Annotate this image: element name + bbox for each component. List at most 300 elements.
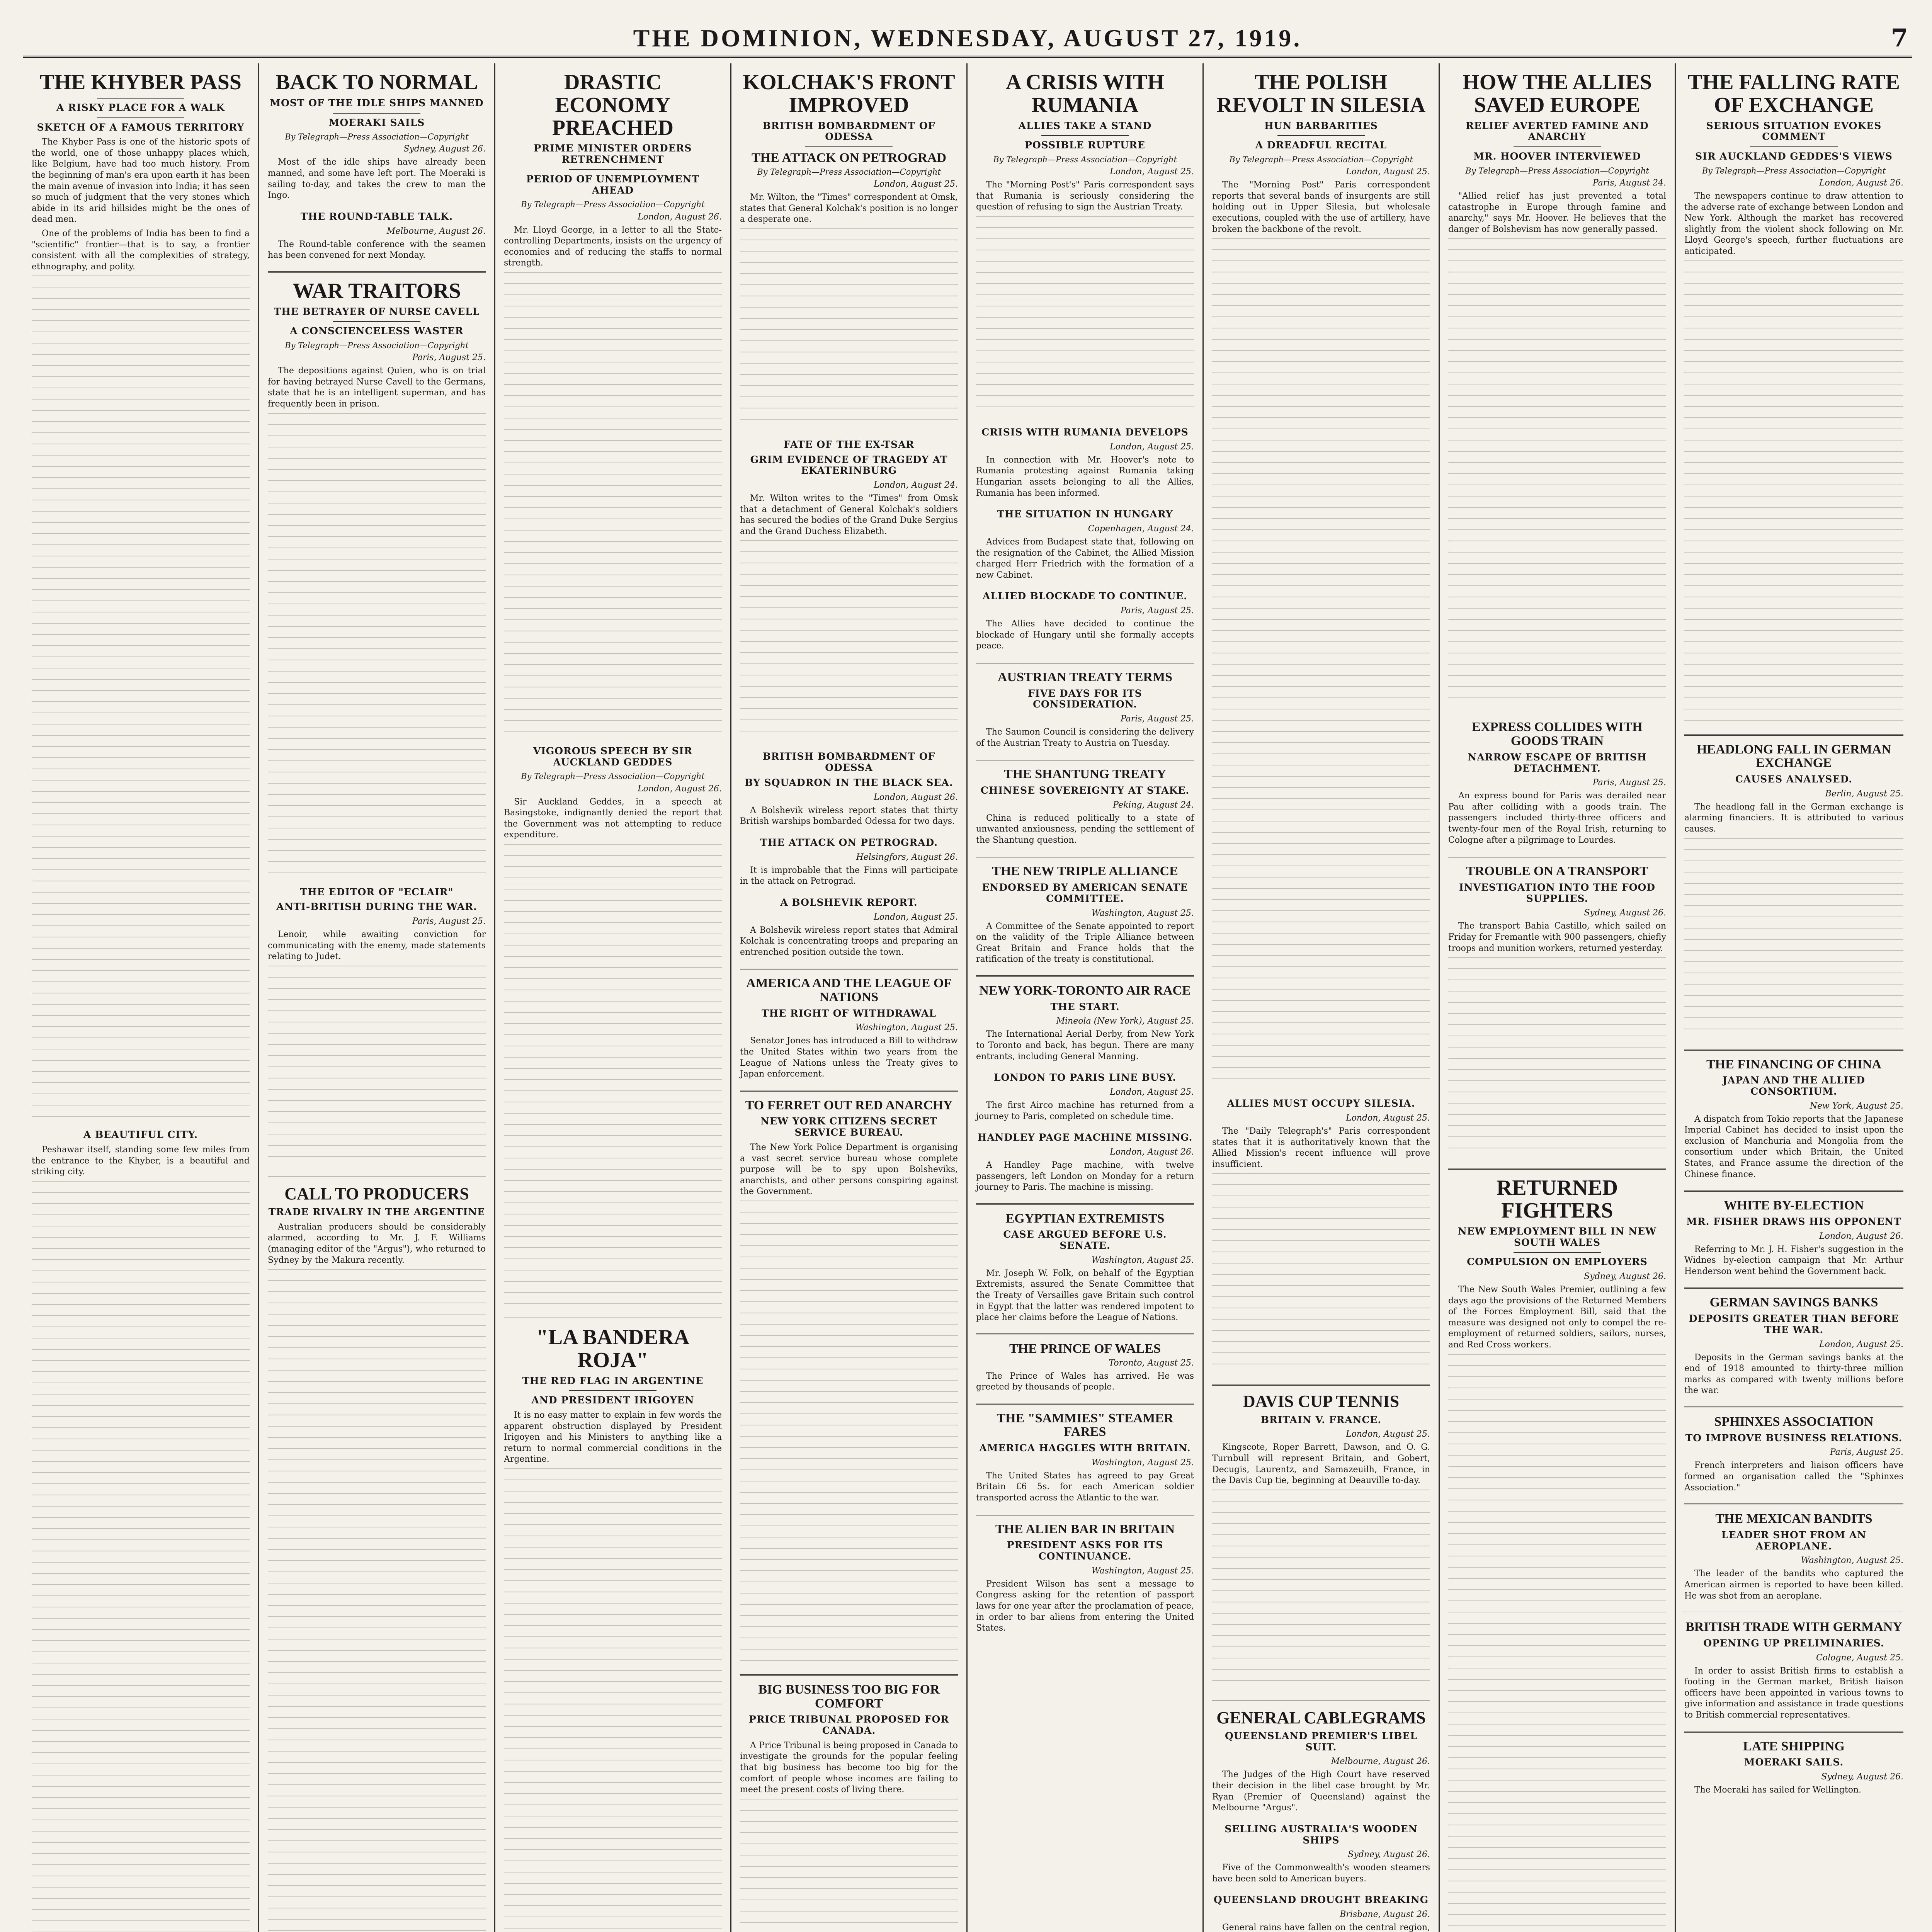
article-egyptian-extremists (976, 1212, 1194, 1323)
article-late-shipping (1684, 1740, 1903, 1796)
divider (976, 1514, 1194, 1515)
subhead: PERIOD OF UNEMPLOYMENT AHEAD (526, 173, 700, 196)
subhead: SKETCH OF A FAMOUS TERRITORY (37, 121, 245, 133)
headline: HANDLEY PAGE MACHINE MISSING. (977, 1132, 1193, 1143)
divider (1041, 135, 1129, 136)
headline: TROUBLE ON A TRANSPORT (1466, 864, 1648, 879)
paragraph: The Allies have decided to continue the blockade of Hungary until she formally accepts peace. (976, 619, 1194, 651)
divider (97, 98, 184, 99)
paragraph: The newspapers continue to draw attention to the adverse rate of exchange between London and New York. Although the market has recovered slightly from the violent shock following on Mr. Lloyd George's speech, further fluctuations are anticipated. (1684, 191, 1903, 256)
columns (23, 63, 1912, 1932)
dateline: London, August 26. (638, 784, 722, 794)
dateline: London, August 24. (874, 480, 958, 490)
paragraph: The first Airco machine has returned from a journey to Paris, completed on schedule time. (976, 1100, 1194, 1121)
headline: CALL TO PRODUCERS (284, 1184, 469, 1203)
subhead: BY SQUADRON IN THE BLACK SEA. (745, 777, 953, 788)
subhead: BRITAIN V. FRANCE. (1260, 1414, 1382, 1425)
headline: CRISIS WITH RUMANIA DEVELOPS (981, 427, 1189, 438)
text-block (1212, 1490, 1430, 1690)
subhead: COMPULSION ON EMPLOYERS (1467, 1256, 1648, 1268)
article-red-anarchy (740, 1099, 958, 1664)
dateline: Sydney, August 26. (1821, 1772, 1903, 1782)
article-transport-trouble (1448, 864, 1666, 1158)
subhead: ENDORSED BY AMERICAN SENATE COMMITTEE. (982, 882, 1188, 904)
article-sammies (976, 1412, 1194, 1504)
paragraph: "Allied relief has just prevented a total catastrophe in Europe through famine and anarchy," says Mr. Hoover. He believes that the danger of Bolshevism has now generally passed. (1448, 191, 1666, 234)
article-ex-tsar (740, 439, 958, 742)
article-call-to-producers (268, 1185, 486, 1932)
article-prince-of-wales (976, 1342, 1194, 1393)
dateline: London, August 26. (1819, 1231, 1903, 1241)
subhead: NARROW ESCAPE OF BRITISH DETACHMENT. (1468, 751, 1647, 774)
paragraph: Referring to Mr. J. H. Fisher's suggestion in the Widnes by-election campaign that Mr. Arthur Henderson went behind the Government back. (1684, 1244, 1903, 1276)
byline: By Telegraph—Press Association—Copyright (521, 772, 705, 781)
dateline: Washington, August 25. (1091, 1458, 1194, 1468)
subhead: AMERICA HAGGLES WITH BRITAIN. (979, 1442, 1191, 1454)
subhead: ANTI-BRITISH DURING THE WAR. (276, 901, 477, 913)
divider (504, 1318, 722, 1319)
article-polish-revolt (1212, 71, 1430, 1088)
headline: EGYPTIAN EXTREMISTS (1005, 1211, 1165, 1226)
subhead: THE RIGHT OF WITHDRAWAL (761, 1007, 937, 1019)
dateline: London, August 26. (1110, 1147, 1194, 1157)
headline: BRITISH BOMBARDMENT OF ODESSA (762, 751, 935, 774)
headline: THE SITUATION IN HUNGARY (997, 509, 1173, 520)
article-blockade (976, 591, 1194, 652)
paragraph: Mr. Wilton, the "Times" correspondent at Omsk, states that General Kolchak's position is no longer a desperate one. (740, 192, 958, 224)
dateline: Sydney, August 26. (1584, 908, 1666, 918)
dateline: Washington, August 25. (855, 1023, 958, 1033)
text-block (504, 1468, 722, 1932)
dateline: London, August 25. (1346, 1113, 1430, 1123)
article-war-traitors (268, 280, 486, 877)
headline: THE ALIEN BAR IN BRITAIN (995, 1522, 1175, 1536)
divider (805, 146, 893, 147)
paragraph: The transport Bahia Castillo, which sailed on Friday for Fremantle with 900 passengers, chiefly troops and munition workers, returned yesterday. (1448, 921, 1666, 953)
text-block (268, 413, 486, 877)
paragraph: One of the problems of India has been to find a "scientific" frontier—that is to say, a frontier consistent with all the complexities of strategy, ethnography, and polity. (32, 229, 250, 272)
headline: THE SHANTUNG TREATY (1003, 767, 1167, 782)
headline: THE NEW TRIPLE ALLIANCE (992, 864, 1178, 879)
article-league-of-nations (740, 976, 958, 1080)
text-block (1448, 1354, 1666, 1932)
text-block (504, 844, 722, 1308)
subhead: THE BETRAYER OF NURSE CAVELL (274, 306, 480, 317)
headline: FATE OF THE EX-TSAR (783, 439, 915, 450)
article-wooden-ships (1212, 1824, 1430, 1885)
dateline: Washington, August 25. (1091, 1566, 1194, 1576)
paragraph: Most of the idle ships have already been manned, and some have left port. The Moeraki is sailing to-day, and takes the crew to man the Ingo. (268, 157, 486, 201)
dateline: Paris, August 25. (1120, 606, 1194, 616)
headline: A BOLSHEVIK REPORT. (780, 896, 918, 908)
article-austrian-treaty (976, 670, 1194, 749)
article-davis-cup (1212, 1393, 1430, 1690)
subhead: NEW YORK CITIZENS SECRET SERVICE BUREAU. (760, 1116, 937, 1138)
paragraph: The Khyber Pass is one of the historic spots of the world, one of those unhappy places which, like Belgium, have had too much history. From the beginning of man's era upon earth it has been the main avenue of invasion into India; it has seen so much of judgment that the very stones which abide in its arid hillsides might be the ones of dead men. (32, 137, 250, 224)
headline: KOLCHAK'S FRONT IMPROVED (743, 70, 955, 117)
headline: NEW YORK-TORONTO AIR RACE (979, 983, 1191, 998)
paper-title-date: THE DOMINION, WEDNESDAY, AUGUST 27, 1919. (633, 24, 1302, 52)
column-3 (495, 63, 731, 1932)
paragraph: Mr. Wilton writes to the "Times" from Omsk that a detachment of General Kolchak's soldiers has secured the bodies of the Grand Duke Sergius and the Grand Duchess Elizabeth. (740, 493, 958, 536)
paragraph: The International Aerial Derby, from New York to Toronto and back, has begun. There are many entrants, including General Manning. (976, 1029, 1194, 1061)
paragraph: Kingscote, Roper Barrett, Dawson, and O. G. Turnbull will represent Britain, and Gobert, Decugis, Laurentz, and Samazeuilh, France, in the Davis Cup tie, beginning at Deauville to-day. (1212, 1442, 1430, 1486)
divider (1684, 1503, 1903, 1505)
dateline: Paris, August 25. (412, 917, 486, 927)
paragraph: A Committee of the Senate appointed to report on the validity of the Triple Alliance between Great Britain and France holds that the ratification of the treaty is constitutional. (976, 921, 1194, 964)
paragraph: The Saumon Council is considering the delivery of the Austrian Treaty to Austria on Tuesday. (976, 727, 1194, 748)
dateline: Toronto, August 25. (1109, 1358, 1194, 1368)
subhead: INVESTIGATION INTO THE FOOD SUPPLIES. (1459, 881, 1655, 904)
dateline: London, August 25. (1346, 167, 1430, 177)
dateline: Melbourne, August 26. (1331, 1757, 1430, 1767)
dateline: Berlin, August 25. (1825, 789, 1903, 799)
paragraph: Five of the Commonwealth's wooden steamers have been sold to American buyers. (1212, 1863, 1430, 1884)
dateline: London, August 25. (1110, 1087, 1194, 1097)
dateline: Washington, August 25. (1091, 908, 1194, 918)
paragraph: In order to assist British firms to establish a footing in the German market, British liaison officers have been appointed in various towns to give information and assistance in trade questions to British commercial representatives. (1684, 1666, 1903, 1720)
subhead: JAPAN AND THE ALLIED CONSORTIUM. (1723, 1075, 1865, 1097)
paragraph: It is improbable that the Finns will participate in the attack on Petrograd. (740, 865, 958, 886)
divider (1448, 1168, 1666, 1170)
article-mexican-bandits (1684, 1512, 1903, 1602)
paragraph: The United States has agreed to pay Great Britain £6 5s. for each American soldier transported across the Atlantic to the war. (976, 1471, 1194, 1503)
divider (740, 1090, 958, 1092)
headline: THE KHYBER PASS (40, 70, 242, 94)
article-geddes-speech (504, 746, 722, 1308)
divider (1684, 1731, 1903, 1733)
headline: DAVIS CUP TENNIS (1243, 1392, 1400, 1411)
column-8 (1676, 63, 1912, 1932)
divider (976, 856, 1194, 857)
page-number: 7 (1891, 24, 1908, 53)
subhead: BRITISH BOMBARDMENT OF ODESSA (762, 120, 935, 143)
divider (1514, 1252, 1601, 1253)
paragraph: The leader of the bandits who captured the American airmen is reported to have been killed. He was shot from an aeroplane. (1684, 1569, 1903, 1601)
article-drastic-economy (504, 71, 722, 736)
subhead: TRADE RIVALRY IN THE ARGENTINE (268, 1206, 485, 1218)
paragraph: The Moeraki has sailed for Wellington. (1694, 1785, 1862, 1795)
byline: By Telegraph—Press Association—Copyright (1702, 166, 1886, 175)
dateline: Helsingfors, August 26. (856, 852, 958, 862)
paragraph: A Bolshevik wireless report states that Admiral Kolchak is concentrating troops and preparing an entrenched position outside the town. (740, 925, 958, 957)
divider (569, 169, 656, 170)
headline: GERMAN SAVINGS BANKS (1709, 1295, 1878, 1310)
divider (1684, 1612, 1903, 1613)
divider (1684, 1190, 1903, 1192)
subhead: RELIEF AVERTED FAMINE AND ANARCHY (1466, 120, 1649, 143)
text-block (1212, 238, 1430, 1088)
byline: By Telegraph—Press Association—Copyright (1229, 155, 1413, 165)
divider (740, 968, 958, 969)
divider (976, 1333, 1194, 1335)
dateline: London, August 25. (1819, 1339, 1903, 1349)
article-hungary (976, 509, 1194, 581)
paragraph: In connection with Mr. Hoover's note to Rumania protesting against Rumania taking Hungarian assets belonging to all the Allies, Rumania has been informed. (976, 455, 1194, 498)
divider (569, 1390, 656, 1391)
headline: WAR TRAITORS (293, 279, 461, 303)
headline: HOW THE ALLIES SAVED EUROPE (1463, 70, 1652, 117)
headline: QUEENSLAND DROUGHT BREAKING (1213, 1894, 1429, 1906)
paragraph: Australian producers should be considerably alarmed, according to Mr. J. F. Williams (managing editor of the "Argus"), who returned to Sydney by the Makura recently. (268, 1222, 486, 1265)
divider (333, 113, 420, 114)
column-4 (731, 63, 968, 1932)
paragraph: French interpreters and liaison officers have formed an organisation called the "Sphinxes Association." (1684, 1461, 1903, 1493)
text-block (740, 1201, 958, 1664)
dateline: Paris, August 24. (1592, 178, 1666, 188)
article-khyber-pass (32, 71, 250, 1932)
article-falling-exchange (1684, 71, 1903, 724)
column-7 (1440, 63, 1676, 1932)
paragraph: The "Daily Telegraph's" Paris correspondent states that it is authoritatively known that the Allied Mission's recent influence will prove insufficient. (1212, 1126, 1430, 1169)
byline: By Telegraph—Press Association—Copyright (1465, 166, 1649, 175)
headline: THE EDITOR OF "ECLAIR" (300, 886, 454, 898)
paragraph: The depositions against Quien, who is on trial for having betrayed Nurse Cavell to the Germans, state that he is an intelligent superman, and has frequently been in prison. (268, 366, 486, 409)
subhead: PRESIDENT ASKS FOR ITS CONTINUANCE. (1007, 1539, 1163, 1562)
headline: THE PRINCE OF WALES (1009, 1341, 1161, 1356)
subhead: SIR AUCKLAND GEDDES'S VIEWS (1695, 151, 1893, 162)
dateline: London, August 25. (874, 912, 958, 922)
subhead: TO IMPROVE BUSINESS RELATIONS. (1685, 1432, 1903, 1444)
subhead: MR. HOOVER INTERVIEWED (1473, 151, 1641, 162)
headline: THE FALLING RATE OF EXCHANGE (1688, 70, 1900, 117)
paragraph: The "Morning Post's" Paris correspondent says that Rumania is seriously considering the question of refusing to sign the Austrian Treaty. (976, 180, 1194, 212)
text-block (740, 540, 958, 741)
subhead: FIVE DAYS FOR ITS CONSIDERATION. (1028, 687, 1142, 710)
dateline: London, August 25. (874, 179, 958, 189)
paragraph: Peshawar itself, standing some few miles from the entrance to the Khyber, is a beautiful and striking city. (32, 1145, 250, 1177)
dateline: London, August 26. (638, 212, 722, 222)
subhead: LEADER SHOT FROM AN AEROPLANE. (1721, 1529, 1866, 1552)
paragraph: Sir Auckland Geddes, in a speech at Basingstoke, indignantly denied the report that the Government was not attempting to reduce expenditure. (504, 797, 722, 840)
article-returned-fighters (1448, 1177, 1666, 1932)
article-drought (1212, 1895, 1430, 1932)
article-triple-alliance (976, 864, 1194, 965)
subhead: AND PRESIDENT IRIGOYEN (531, 1395, 694, 1406)
article-german-exchange (1684, 743, 1903, 1039)
paragraph: An express bound for Paris was derailed near Pau after colliding with a goods train. The passengers included thirty-three officers and twenty-four men of the Royal Irish, returning to Cologne after a pilgrimage to Lourdes. (1448, 791, 1666, 845)
divider (1750, 146, 1838, 147)
paragraph: General rains have fallen on the central region, (1222, 1923, 1430, 1932)
dateline: London, August 25. (1110, 442, 1194, 452)
headline: TO FERRET OUT RED ANARCHY (745, 1098, 953, 1112)
dateline: London, August 25. (1110, 167, 1194, 177)
subhead: THE ATTACK ON PETROGRAD (751, 151, 947, 165)
divider (740, 1674, 958, 1676)
dateline: Copenhagen, August 24. (1088, 524, 1194, 534)
paragraph: Mr. Lloyd George, in a letter to all the State-controlling Departments, insists on the urgency of economies and of reducing the staffs to normal strength. (504, 225, 722, 268)
article-rumania-develops (976, 427, 1194, 499)
dateline: Brisbane, August 26. (1340, 1910, 1430, 1920)
paragraph: Senator Jones has introduced a Bill to withdraw the United States within two years from the League of Nations unless the Treaty gives to Japan enforcement. (740, 1036, 958, 1079)
article-financing-china (1684, 1058, 1903, 1180)
subhead: GRIM EVIDENCE OF TRAGEDY AT EKATERINBURG (750, 454, 948, 476)
text-block (1684, 838, 1903, 1039)
text-block (32, 1181, 250, 1932)
text-block (268, 1269, 486, 1932)
divider (1212, 1701, 1430, 1702)
subhead: DEPOSITS GREATER THAN BEFORE THE WAR. (1689, 1313, 1899, 1335)
subhead: THE RED FLAG IN ARGENTINE (522, 1375, 704, 1386)
headline: SELLING AUSTRALIA'S WOODEN SHIPS (1225, 1823, 1418, 1846)
divider (1448, 712, 1666, 713)
subhead: PRICE TRIBUNAL PROPOSED FOR CANADA. (748, 1714, 949, 1736)
subhead: HUN BARBARITIES (1264, 120, 1378, 131)
divider (1684, 1049, 1903, 1051)
byline: By Telegraph—Press Association—Copyright (757, 167, 941, 177)
headline: AMERICA AND THE LEAGUE OF NATIONS (746, 976, 952, 1004)
article-trade-germany (1684, 1620, 1903, 1721)
headline: A CRISIS WITH RUMANIA (1006, 70, 1164, 117)
headline: "LA BANDERA ROJA" (536, 1325, 690, 1372)
paragraph: A Price Tribunal is being proposed in Canada to investigate the grounds for the popular feeling that big business has become too big for the comfort of people whose incomes are failing to meet the present costs of living there. (740, 1740, 958, 1795)
headline: AUSTRIAN TREATY TERMS (997, 670, 1173, 684)
paragraph: Lenoir, while awaiting conviction for communicating with the enemy, made statements relating to Judet. (268, 930, 486, 962)
article-eclair (268, 887, 486, 1167)
text-block (1448, 957, 1666, 1158)
headline: SPHINXES ASSOCIATION (1714, 1415, 1874, 1429)
byline: By Telegraph—Press Association—Copyright (993, 155, 1177, 165)
subhead: A RISKY PLACE FOR A WALK (56, 102, 225, 113)
article-big-business (740, 1683, 958, 1932)
dateline: London, August 25. (1346, 1429, 1430, 1439)
dateline: Cologne, August 25. (1816, 1653, 1903, 1663)
dateline: Mineola (New York), August 25. (1056, 1016, 1194, 1026)
article-rumania-crisis (976, 71, 1194, 417)
headline: ALLIES MUST OCCUPY SILESIA. (1227, 1098, 1415, 1109)
headline: THE ROUND-TABLE TALK. (300, 211, 453, 222)
article-handley-page (976, 1132, 1194, 1193)
article-round-table (268, 211, 486, 261)
article-air-race (976, 984, 1194, 1062)
divider (268, 1177, 486, 1178)
subhead: QUEENSLAND PREMIER'S LIBEL SUIT. (1225, 1730, 1418, 1753)
paragraph: Deposits in the German savings banks at the end of 1918 amounted to thirty-three million marks as compared with twenty millions before the war. (1684, 1352, 1903, 1396)
masthead (23, 15, 1912, 58)
headline: LONDON TO PARIS LINE BUSY. (993, 1072, 1177, 1083)
divider (1514, 146, 1601, 147)
divider (1684, 1287, 1903, 1289)
article-occupy-silesia (1212, 1098, 1430, 1374)
text-block (32, 276, 250, 1126)
paragraph: The "Morning Post" Paris correspondent reports that several bands of insurgents are still holding out in Upper Silesia, but wholesale executions, coupled with the use of artillery, have broken the backbone of the revolt. (1212, 180, 1430, 234)
dateline: Paris, August 25. (1592, 778, 1666, 788)
divider (1448, 856, 1666, 857)
dateline: Paris, August 25. (1830, 1447, 1903, 1458)
text-block (740, 228, 958, 429)
subhead: MOERAKI SAILS (328, 117, 425, 128)
subhead: A CONSCIENCELESS WASTER (290, 325, 464, 337)
text-block (1448, 238, 1666, 702)
dateline: Washington, August 25. (1091, 1255, 1194, 1265)
column-1 (23, 63, 259, 1932)
subhead: THE START. (1050, 1001, 1120, 1012)
text-block (504, 272, 722, 736)
paragraph: A Handley Page machine, with twelve passengers, left London on Monday for a return journey to Paris. The machine is missing. (976, 1160, 1194, 1192)
paragraph: It is no easy matter to explain in few words the apparent obstruction displayed by President Irigoyen and his Ministers to anything like a return to normal commercial conditions in the Argentine. (504, 1410, 722, 1464)
headline: HEADLONG FALL IN GERMAN EXCHANGE (1697, 742, 1891, 770)
dateline: Paris, August 25. (412, 353, 486, 363)
paragraph: The New South Wales Premier, outlining a few days ago the provisions of the Returned Members of the Forces Employment Bill, said that the measure was designed not only to compel the re-employment of returned soldiers, sailors, nurses, and Red Cross workers. (1448, 1285, 1666, 1350)
headline: ALLIED BLOCKADE TO CONTINUE. (983, 590, 1187, 602)
headline: EXPRESS COLLIDES WITH GOODS TRAIN (1472, 720, 1643, 748)
paragraph: President Wilson has sent a message to Congress asking for the retention of passport laws for one year after the proclamation of peace, in order to bar aliens from entering the United States. (976, 1579, 1194, 1633)
divider (1684, 1406, 1903, 1408)
dateline: Sydney, August 26. (1584, 1272, 1666, 1282)
subhead: MR. FISHER DRAWS HIS OPPONENT (1686, 1216, 1901, 1227)
paragraph: The headlong fall in the German exchange is alarming financiers. It is attributed to various causes. (1684, 802, 1903, 834)
subhead: SERIOUS SITUATION EVOKES COMMENT (1706, 120, 1882, 143)
subhead: NEW EMPLOYMENT BILL IN NEW SOUTH WALES (1458, 1225, 1657, 1248)
byline: By Telegraph—Press Association—Copyright (521, 200, 705, 209)
divider (1684, 734, 1903, 736)
subhead: MOST OF THE IDLE SHIPS MANNED (270, 97, 484, 109)
subhead: ALLIES TAKE A STAND (1018, 120, 1152, 131)
article-bolshevik-report (740, 897, 958, 958)
section-heading: A BEAUTIFUL CITY. (83, 1129, 198, 1141)
dateline: London, August 26. (874, 792, 958, 802)
subhead: CHINESE SOVEREIGNTY AT STAKE. (980, 784, 1190, 796)
article-savings-banks (1684, 1296, 1903, 1396)
headline: THE FINANCING OF CHINA (1706, 1057, 1882, 1071)
text-block (740, 1799, 958, 1932)
column-5 (968, 63, 1204, 1932)
article-back-to-normal (268, 71, 486, 201)
divider (97, 117, 184, 118)
divider (1277, 135, 1365, 136)
headline: LATE SHIPPING (1743, 1739, 1845, 1753)
divider (976, 1203, 1194, 1205)
dateline: Washington, August 25. (1801, 1556, 1903, 1566)
article-kolchak (740, 71, 958, 429)
subhead: CASE ARGUED BEFORE U.S. SENATE. (1003, 1229, 1167, 1252)
headline: GENERAL CABLEGRAMS (1216, 1708, 1426, 1727)
dateline: New York, August 25. (1810, 1101, 1903, 1111)
divider (1212, 1384, 1430, 1386)
headline: VIGOROUS SPEECH BY SIR AUCKLAND GEDDES (533, 745, 693, 768)
divider (976, 975, 1194, 977)
article-sphinxes (1684, 1415, 1903, 1493)
headline: THE MEXICAN BANDITS (1715, 1512, 1872, 1526)
divider (268, 271, 486, 273)
text-block (976, 216, 1194, 417)
dateline: Paris, August 25. (1120, 714, 1194, 724)
article-shantung (976, 767, 1194, 846)
paragraph: The Judges of the High Court have reserved their decision in the libel case brought by Mr. Ryan (Premier of Queensland) against the Melbourne "Argus". (1212, 1770, 1430, 1813)
paragraph: A Bolshevik wireless report states that thirty British warships bombarded Odessa for two days. (740, 805, 958, 827)
headline: WHITE BY-ELECTION (1724, 1198, 1864, 1213)
paragraph: A dispatch from Tokio reports that the Japanese Imperial Cabinet has decided to insist upon the exclusion of Manchuria and Mongolia from the consortium under which Britain, the United States, and France assume the direction of the Chinese finance. (1684, 1114, 1903, 1179)
headline: THE ATTACK ON PETROGRAD. (760, 837, 938, 848)
dateline: London, August 26. (1819, 178, 1903, 188)
headline: BACK TO NORMAL (276, 70, 478, 94)
headline: BIG BUSINESS TOO BIG FOR COMFORT (758, 1682, 940, 1711)
divider (333, 321, 420, 322)
column-6 (1204, 63, 1440, 1932)
column-2 (259, 63, 495, 1932)
headline: DRASTIC ECONOMY PREACHED (552, 70, 674, 140)
article-general-cablegrams (1212, 1709, 1430, 1814)
subhead: PRIME MINISTER ORDERS RETRENCHMENT (534, 143, 692, 165)
paragraph: China is reduced politically to a state of unwanted anxiousness, pending the settlement of the Shantung question. (976, 813, 1194, 845)
paragraph: The Prince of Wales has arrived. He was greeted by thousands of people. (976, 1371, 1194, 1392)
dateline: Melbourne, August 26. (386, 226, 486, 236)
headline: THE "SAMMIES" STEAMER FARES (997, 1411, 1173, 1439)
paragraph: The New York Police Department is organising a vast secret service bureau whose complete purpose will be to spy upon Bolsheviks, anarchists, and other persons conspiring against the Government. (740, 1142, 958, 1197)
headline: BRITISH TRADE WITH GERMANY (1685, 1620, 1902, 1634)
paragraph: The Round-table conference with the seamen has been convened for next Monday. (268, 239, 486, 260)
byline: By Telegraph—Press Association—Copyright (285, 341, 469, 350)
